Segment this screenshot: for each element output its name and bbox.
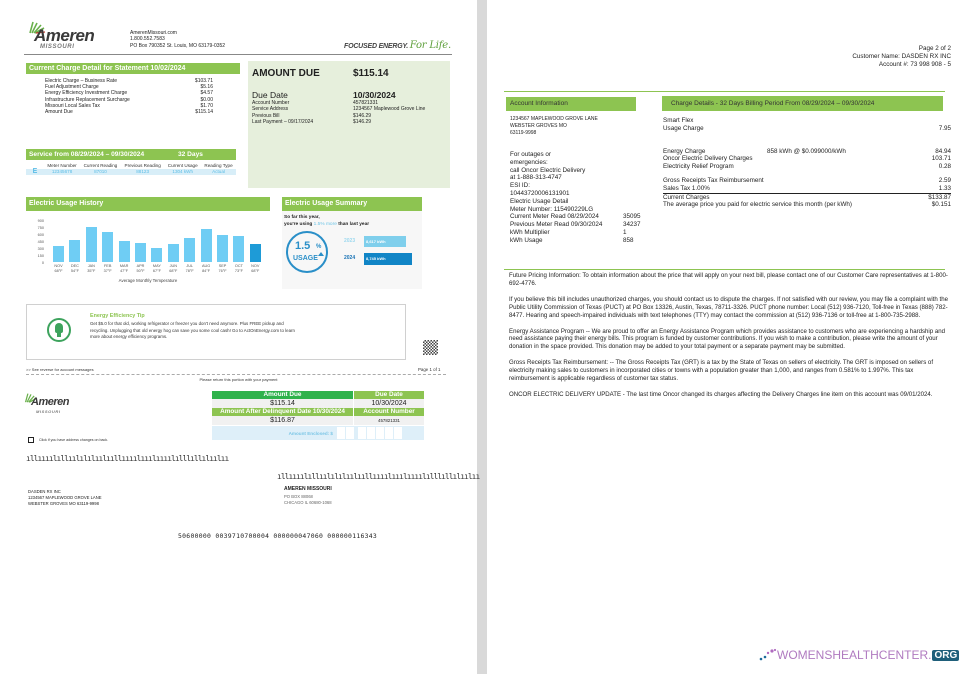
meter-table: Meter Number Current Reading Previous Reading Current Usage Reading Type E 12345678 87010 88123 1304 kWh Actual bbox=[26, 162, 236, 175]
customer-address: DASDEN RX INC 1234567 MAPLEWOOD GROVE LANE WEBSTER GROVES MO 63119-9998 bbox=[28, 489, 102, 506]
meter-number: Meter Number: 115490229LG bbox=[510, 205, 594, 213]
x-tick-label: JUL 78°F bbox=[185, 264, 194, 273]
tip-title: Energy Efficiency Tip bbox=[90, 313, 145, 319]
company-phone: 1.800.552.7583 bbox=[130, 36, 165, 43]
account-number-p2: Account #: 73 998 908 - 5 bbox=[878, 60, 951, 68]
coupon-due-date-value: 10/30/2024 bbox=[354, 399, 424, 408]
remit-name: AMEREN MISSOURI bbox=[284, 486, 332, 492]
avg-price-row: The average price you paid for electric service this month (per kWh) $0.151 bbox=[663, 201, 951, 209]
charge-details-header: Charge Details - 32 Days Billing Period From 08/29/2024 – 09/30/2024 bbox=[662, 96, 943, 111]
current-charge-list bbox=[45, 78, 213, 115]
usage-bar bbox=[250, 244, 261, 262]
usage-summary-panel: So far this year, you're using 1.5% more than last year 1.5 % USAGE 2023 8,617 kWh 2024 8,745 kWh bbox=[282, 211, 422, 289]
charge-row: Usage Charge 7.95 bbox=[663, 124, 951, 132]
amount-due-label: AMOUNT DUE bbox=[252, 68, 320, 79]
payment-coupon bbox=[212, 391, 424, 440]
due-date-value: 10/30/2024 bbox=[353, 90, 396, 100]
current-charge-header: Current Charge Detail for Statement 10/02/2024 bbox=[26, 63, 240, 74]
charge-details-list bbox=[663, 117, 951, 209]
usage-bar bbox=[201, 229, 212, 262]
charge-row: Electricity Relief Program 0.28 bbox=[663, 163, 951, 171]
x-tick-label: MAR 47°F bbox=[119, 264, 129, 273]
outage-phone: at 1-888-313-4747 bbox=[510, 174, 562, 182]
message-oncor-update: ONCOR ELECTRIC DELIVERY UPDATE - The last time Oncor changed its charges affecting the Delivery Charges line item on this account was 09/01/2024. bbox=[509, 390, 933, 398]
up-arrow-icon bbox=[318, 252, 324, 256]
previous-bill: $146.29 bbox=[353, 112, 372, 119]
x-tick-label: SEP 76°F bbox=[218, 264, 227, 273]
plan-name: Smart Flex bbox=[663, 117, 694, 124]
charge-row: Gross Receipts Tax Reimbursement 2.59 bbox=[663, 176, 951, 184]
charge-row: Infrastructure Replacement Surcharge $0.00 bbox=[45, 96, 213, 103]
customer-name: Customer Name: DASDEN RX INC bbox=[852, 52, 951, 60]
coupon-amount-due-value: $115.14 bbox=[212, 399, 353, 408]
message-future-pricing: Future Pricing Information: To obtain information about the price that will apply on your next bill, please contact one of our Customer Care representatives at 1-800-692-4776. bbox=[509, 272, 948, 287]
usage-bar bbox=[119, 241, 130, 262]
lightbulb-icon bbox=[47, 318, 71, 342]
coupon-account-label: Account Number bbox=[354, 408, 424, 416]
esi-id: 10443720006131901 bbox=[510, 189, 570, 197]
usage-history-chart bbox=[26, 211, 270, 289]
company-contact bbox=[130, 30, 225, 49]
message-dispute: If you believe this bill includes unauthorized charges, you should contact us to dispute the charges. If not satisfied with our review, you may file a complaint with the Public Utility Commission of Texas (PUCT) at PO Box 13326, Austin, Texas, 78711-3326. PUCT phone number: Local (512) 936-7120, Toll-free in Texas (888) 782-8477. Hearing and speech-impaired individuals with text telephones (TTY) may contact the commission at (512) 936-7136 or toll-free at 1-800-735-2988. bbox=[509, 295, 948, 319]
y-tick-label: 900 bbox=[37, 219, 44, 223]
tagline: FOCUSED ENERGY. For Life. bbox=[344, 40, 452, 51]
charge-row: Electric Charge – Business Rate $103.71 bbox=[45, 78, 213, 84]
amount-due-value: $115.14 bbox=[353, 68, 389, 79]
charge-row: Missouri Local Sales Tax $1.70 bbox=[45, 102, 213, 109]
year-2023-bar: 8,617 kWh bbox=[364, 236, 406, 247]
reading-row: kWh Usage 858 bbox=[510, 236, 634, 244]
x-tick-label: JUN 68°F bbox=[169, 264, 178, 273]
page-number: Page 1 of 1 bbox=[418, 367, 441, 372]
usage-bar bbox=[69, 240, 80, 262]
amount-enclosed-row: Amount Enclosed: $ bbox=[212, 426, 424, 440]
page2-number: Page 2 of 2 bbox=[918, 45, 951, 52]
coupon-amount-due-label: Amount Due bbox=[212, 391, 353, 399]
usage-bar bbox=[53, 246, 64, 262]
charge-row: Energy Charge 858 kWh @ $0.099000/kWh 84.94 bbox=[663, 147, 951, 155]
top-divider bbox=[504, 91, 945, 92]
y-tick-label: 450 bbox=[37, 240, 44, 244]
x-tick-label: JAN 35°F bbox=[87, 264, 96, 273]
usage-history-header: Electric Usage History bbox=[26, 197, 270, 211]
postal-barcode: ıllıııılıllıılılılıılııllıııılııılıııılılllıllılıılıı bbox=[26, 454, 229, 463]
reverse-note: >> See reverse for account messages bbox=[26, 367, 94, 372]
account-number: 457821331 bbox=[353, 100, 379, 106]
address-change-checkbox[interactable] bbox=[28, 437, 34, 443]
qr-code bbox=[423, 340, 438, 355]
coupon-account-value: 457821331 bbox=[354, 416, 424, 425]
account-details: Account Number 457821331 Service Address 1234567 Maplewood Grove Line Previous Bill $146.29 Last Payment – 09/17/2024 $146.29 bbox=[252, 100, 426, 126]
x-tick-label: FEB 37°F bbox=[103, 264, 112, 273]
reading-row: Current Meter Read 08/29/2024 35095 bbox=[510, 213, 641, 221]
brand-sub: MISSOURI bbox=[40, 44, 75, 50]
page2-header bbox=[852, 45, 951, 68]
charge-row: Energy Efficiency Investment Charge $4.57 bbox=[45, 90, 213, 97]
x-tick-label: OCT 73°F bbox=[234, 264, 243, 273]
current-charges-row: Current Charges $133.87 bbox=[663, 193, 951, 201]
return-note: Please return this portion with your payment bbox=[199, 377, 278, 382]
x-tick-label: DEC 54°F bbox=[70, 264, 79, 273]
x-axis-title: Average Monthly Temperature bbox=[118, 278, 178, 283]
charge-row-total: Amount Due $115.14 bbox=[45, 109, 213, 116]
account-messages bbox=[509, 272, 949, 399]
outage-info: For outages or emergencies: call Oncor Electric Delivery at 1-888-313-4747 ESI ID: 10443720006131901 Electric Usage Detail Meter Number: 115490229LG Current Meter Read 08/29/2024 35095 Previous Meter Read 09/30/2024 34237 kWh Multiplier 1 kWh Usage 858 bbox=[510, 151, 648, 245]
service-address-block: 1234567 MAPLEWOOD GROVE LANE WEBSTER GROVES MO 63119-9998 bbox=[510, 116, 598, 136]
y-tick-label: 750 bbox=[37, 226, 44, 230]
year-2024-label: 2024 bbox=[344, 255, 356, 261]
y-tick-label: 300 bbox=[37, 247, 44, 251]
due-date-label: Due Date bbox=[252, 90, 288, 100]
x-tick-label: AUG 84°F bbox=[201, 264, 211, 273]
usage-bar bbox=[184, 238, 195, 262]
usage-bar bbox=[86, 227, 97, 262]
usage-summary-header: Electric Usage Summary bbox=[282, 197, 422, 211]
address-change-label: Click if you have address changes on back. bbox=[39, 438, 109, 442]
service-period-header: Service from 08/29/2024 – 09/30/2024 32 Days bbox=[26, 149, 236, 160]
brand-name: Ameren bbox=[34, 26, 95, 45]
remit-barcode: ıllıııılıllıılılılıılııllıııılııılıııılılllıllılıılıı bbox=[277, 472, 480, 481]
service-days: 32 Days bbox=[178, 151, 203, 158]
watermark-logo: WOMENSHEALTHCENTER. ORG bbox=[759, 648, 959, 662]
messages-divider bbox=[504, 269, 945, 270]
y-tick-label: 600 bbox=[37, 233, 44, 237]
service-address: 1234567 Maplewood Grove Line bbox=[353, 106, 426, 113]
last-payment: $146.29 bbox=[353, 119, 372, 126]
coupon-after-value: $116.87 bbox=[212, 416, 353, 425]
charge-row: Sales Tax 1.00% 1.33 bbox=[663, 184, 951, 192]
company-po-box: PO Box 790352 St. Louis, MO 63179-0352 bbox=[130, 42, 226, 49]
amount-enclosed-input[interactable] bbox=[337, 427, 402, 439]
year-2023-label: 2023 bbox=[344, 238, 356, 244]
header-divider bbox=[24, 54, 452, 55]
ocr-scanline: 50600000 0039710700004 000000047060 000000116343 bbox=[178, 532, 378, 540]
coupon-due-date-label: Due Date bbox=[354, 391, 424, 399]
account-info-header: Account Information bbox=[506, 97, 636, 111]
usage-bar bbox=[217, 235, 228, 262]
x-axis bbox=[53, 264, 268, 276]
x-tick-label: MAY 67°F bbox=[152, 264, 161, 273]
usage-bar bbox=[151, 248, 162, 262]
reading-row: Previous Meter Read 09/30/2024 34237 bbox=[510, 221, 641, 229]
charge-row: Oncor Electric Delivery Charges 103.71 bbox=[663, 155, 951, 163]
bill-page-1: Ameren MISSOURI AmerenMissouri.com 1.800.552.7583 PO Box 790352 St. Louis, MO 63179-0352 FOCUSED ENERGY. For Life. Current Charge Detail for Statement 10/02/2024 Electric Charge – Business Rate $103.71 Fuel Adjustment Charge $5.16 Energy Efficiency Investment Charge $4.57 Infrastructure Replacement Surcharge $0.00 Missouri Local Sales Tax $1.70 Amount Due $115.14 AMOUNT DUE $115.14 Due Date 10/30/2024 Account Number 457821331 Service Address 1234567 Maplewood Grove Line Previous Bill $146.29 Last Payment – 09/17/2024 $146.29 Service from 08/29/2024 – 09/30/2024 32 Days Meter Number Current Reading Previous Reading Current Usage Reading Type E 12345678 87010 88123 1304 kWh Actual Electric Usage History 0 150 300 450 600 750 900 NOV 68°F DEC 54°F JAN 35°F FEB 37°F MAR 47°F APR 50°F MAY 67°F JUN 68°F JUL 78°F AUG 84°F SEP 76°F OCT 73°F NOV 68°F Average Monthly Temperature Electric Usage Summary So far this year, you're using 1.5% more than last year 1.5 % USAGE 2023 8,617 kWh 2024 8,745 kWh Energy Efficiency Tip Get $5.0 for that old, working refrigerator or freezer you don't need anymore. Plus FREE pickup and recycling. Unplugging that old energy hog can save you some cool cash! Go to ActOnEnergy.com to learn more about energy efficiency programs. >> See reverse for account messages Page 1 of 1 Please return this portion with your payment Ameren MISSOURI Amount Due $115.14 Amount After Delinquent Date 10/30/2024 $116.87 Due Date 10/30/2024 Account Number 457821331 Amount Enclosed: $ Click if you have address changes on back. ıllıııılıllıılılılıılııllıııılııılıııılılllıllılıılıı DASDEN RX INC 1234567 MAPLEWOOD GROVE LANE WEBSTER GROVES MO 63119-9998 ıllıııılıllıılılılıılııllıııılııılıııılılllıllılıılıı AMEREN MISSOURI PO BOX 88068 CHICAGO IL 60680-1068 50600000 0039710700004 000000047060 000000116343 bbox=[0, 0, 477, 674]
year-2024-bar: 8,745 kWh bbox=[364, 253, 412, 265]
tear-line bbox=[26, 374, 446, 375]
y-axis bbox=[30, 218, 44, 263]
website-link[interactable]: AmerenMissouri.com bbox=[130, 30, 177, 36]
reading-row: kWh Multiplier 1 bbox=[510, 228, 627, 236]
message-grt: Gross Receipts Tax Reimbursement: -- The Gross Receipts Tax (GRT) is a tax by the State of Texas on sellers of electricity. The GRT is imposed on sellers of electricity making sales to customers in incorporated cities or towns with a population greater than 1,000, and ranges from 0.581% to 1.997%. This tax reimbursement is applicable regardless of customer tax status. bbox=[509, 359, 934, 383]
remit-address: PO BOX 88068 CHICAGO IL 60680-1068 bbox=[284, 494, 332, 505]
x-tick-label: NOV 68°F bbox=[251, 264, 260, 273]
meter-row: E 12345678 87010 88123 1304 kWh Actual bbox=[26, 169, 236, 176]
dots-icon bbox=[759, 648, 777, 662]
usage-bar bbox=[168, 244, 179, 262]
coupon-after-label: Amount After Delinquent Date 10/30/2024 bbox=[212, 408, 353, 416]
amount-due-box bbox=[248, 61, 450, 188]
bar-area bbox=[53, 220, 268, 262]
message-energy-assistance: Energy Assistance Program -- We are proud to offer an Energy Assistance Program which provides assistance to customers who are experiencing a hardship and need assistance paying their energy bills. This program is funded by customer contributions. If you wish to make a contribution, please write the amount of your donation in the space provided. This donation may be added to your total payment or a separate payment may be submitted. bbox=[509, 327, 946, 351]
energy-tip-box bbox=[26, 304, 406, 360]
y-tick-label: 150 bbox=[37, 254, 44, 258]
usage-bar bbox=[135, 243, 146, 262]
tip-body: Get $5.0 for that old, working refrigerator or freezer you don't need anymore. Plus FREE pickup and recycling. Unplugging that old energy hog can save you some cool cash! Go to ActOnEnergy.com to learn more about energy efficiency programs. bbox=[90, 321, 295, 340]
charge-row: Fuel Adjustment Charge $5.16 bbox=[45, 84, 213, 91]
y-tick-label: 0 bbox=[41, 261, 44, 265]
usage-percent-gauge: 1.5 % USAGE bbox=[286, 231, 328, 273]
x-tick-label: APR 50°F bbox=[136, 264, 145, 273]
usage-bar bbox=[102, 232, 113, 262]
bill-page-2 bbox=[487, 0, 965, 674]
x-tick-label: NOV 68°F bbox=[54, 264, 63, 273]
usage-bar bbox=[233, 236, 244, 262]
